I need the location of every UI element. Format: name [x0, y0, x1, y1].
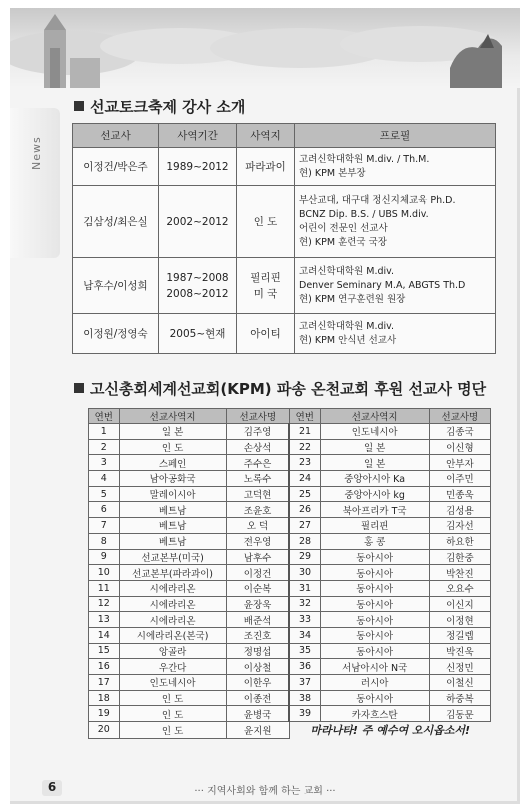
table-row	[89, 471, 491, 487]
table-row	[73, 314, 496, 354]
field-cell: 시에라리온	[119, 596, 226, 612]
name-cell: 김성용	[429, 502, 490, 518]
field-cell: 동아시아	[320, 643, 429, 659]
country-line: 파라과이	[245, 160, 286, 173]
table-row	[89, 486, 491, 502]
country-cell	[237, 258, 295, 314]
field-cell: 일 본	[119, 424, 226, 440]
no-cell: 2	[89, 439, 120, 455]
country-line: 필리핀	[250, 271, 281, 284]
name-cell: 윤병국	[226, 706, 289, 722]
field-cell: 인 도	[119, 439, 226, 455]
no-cell: 8	[89, 533, 120, 549]
country-line: 아이티	[250, 327, 281, 340]
field-cell: 인 도	[119, 690, 226, 706]
name-cell: 하요한	[429, 533, 490, 549]
table-row	[73, 258, 496, 314]
table-row	[89, 612, 491, 628]
name-cell: 노록수	[226, 471, 289, 487]
no-cell: 34	[289, 627, 320, 643]
field-cell: 스페인	[119, 455, 226, 471]
profile-cell	[295, 258, 496, 314]
no-cell: 28	[289, 533, 320, 549]
no-cell: 22	[289, 439, 320, 455]
no-cell: 7	[89, 518, 120, 534]
field-cell: 베트남	[119, 518, 226, 534]
table-row	[73, 148, 496, 186]
table-row	[89, 439, 491, 455]
col-header-no: 연번	[89, 409, 120, 424]
table-row	[89, 455, 491, 471]
profile-line: 부산교대, 대구대 정신지체교육 Ph.D.	[299, 194, 456, 206]
no-cell: 13	[89, 612, 120, 628]
profile-line: 어린이 전문인 선교사	[299, 222, 388, 234]
no-cell: 27	[289, 518, 320, 534]
field-cell: 동아시아	[320, 627, 429, 643]
profile-line: 고려신학대학원 M.div.	[299, 320, 395, 332]
missionary-name-cell: 남후수/이성희	[73, 258, 159, 314]
field-cell: 말레이시아	[119, 486, 226, 502]
field-cell: 북아프리카 T국	[320, 502, 429, 518]
lecturers-table	[72, 123, 496, 354]
profile-cell	[295, 186, 496, 258]
section2-title: 고신총회세계선교회(KPM) 파송 온천교회 후원 선교사 명단	[90, 380, 487, 398]
no-cell: 11	[89, 580, 120, 596]
col-header-field: 선교사역지	[320, 409, 429, 424]
field-cell: 선교본부(미국)	[119, 549, 226, 565]
page-number: 6	[42, 780, 62, 796]
field-cell: 중앙아시아 Ka	[320, 471, 429, 487]
name-cell: 박진욱	[429, 643, 490, 659]
name-cell: 이정현	[429, 612, 490, 628]
no-cell: 37	[289, 675, 320, 691]
field-cell: 인도네시아	[320, 424, 429, 440]
name-cell: 오요수	[429, 580, 490, 596]
table-row	[89, 424, 491, 440]
table-row	[89, 518, 491, 534]
name-cell: 조진호	[226, 627, 289, 643]
period-cell	[159, 186, 237, 258]
name-cell: 하중복	[429, 690, 490, 706]
no-cell: 30	[289, 565, 320, 581]
name-cell: 남후수	[226, 549, 289, 565]
field-cell: 시에라리온	[119, 612, 226, 628]
table-row	[89, 675, 491, 691]
name-cell: 전우영	[226, 533, 289, 549]
field-cell: 인도네시아	[119, 675, 226, 691]
col-header-country: 사역지	[237, 124, 295, 148]
no-cell: 38	[289, 690, 320, 706]
profile-line: 현) KPM 안식년 선교사	[299, 334, 397, 346]
no-cell: 24	[289, 471, 320, 487]
table-row	[73, 186, 496, 258]
no-cell: 12	[89, 596, 120, 612]
field-cell: 필리핀	[320, 518, 429, 534]
period-cell	[159, 148, 237, 186]
period-line: 2008~2012	[166, 287, 229, 300]
table-header-row	[73, 124, 496, 148]
name-cell: 이정건	[226, 565, 289, 581]
name-cell: 주수은	[226, 455, 289, 471]
country-cell	[237, 186, 295, 258]
field-cell: 중앙아시아 kg	[320, 486, 429, 502]
no-cell: 36	[289, 659, 320, 675]
field-cell: 선교본부(파라과이)	[119, 565, 226, 581]
country-line: 인 도	[253, 215, 278, 228]
no-cell: 33	[289, 612, 320, 628]
no-cell: 10	[89, 565, 120, 581]
col-header-period: 사역기간	[159, 124, 237, 148]
col-header-no: 연번	[289, 409, 320, 424]
name-cell: 김자선	[429, 518, 490, 534]
table-row	[89, 722, 491, 739]
field-cell: 동아시아	[320, 549, 429, 565]
name-cell: 김한중	[429, 549, 490, 565]
name-cell: 이철신	[429, 675, 490, 691]
no-cell: 14	[89, 627, 120, 643]
table-row	[89, 549, 491, 565]
no-cell: 6	[89, 502, 120, 518]
profile-line: BCNZ Dip. B.S. / UBS M.div.	[299, 208, 429, 220]
name-cell: 이종전	[226, 690, 289, 706]
name-cell: 신정민	[429, 659, 490, 675]
table-row	[89, 659, 491, 675]
field-cell: 인 도	[119, 706, 226, 722]
missionary-name-cell: 김삼성/최은실	[73, 186, 159, 258]
col-header-field: 선교사역지	[119, 409, 226, 424]
field-cell: 홍 콩	[320, 533, 429, 549]
name-cell: 이상철	[226, 659, 289, 675]
field-cell: 일 본	[320, 455, 429, 471]
name-cell: 배준석	[226, 612, 289, 628]
profile-cell	[295, 314, 496, 354]
table-row	[89, 596, 491, 612]
name-cell: 김주영	[226, 424, 289, 440]
profile-line: 고려신학대학원 M.div.	[299, 265, 395, 277]
period-cell	[159, 314, 237, 354]
square-bullet-icon	[74, 383, 84, 393]
name-cell: 이신형	[429, 439, 490, 455]
name-cell: 오 덕	[226, 518, 289, 534]
name-cell: 민종욱	[429, 486, 490, 502]
field-cell: 베트남	[119, 502, 226, 518]
name-cell: 이주민	[429, 471, 490, 487]
period-line: 2005~현재	[169, 327, 226, 340]
table-row	[89, 643, 491, 659]
table-row	[89, 706, 491, 722]
no-cell: 15	[89, 643, 120, 659]
section1-title: 선교토크축제 강사 소개	[90, 98, 246, 116]
profile-line: 현) KPM 훈련국 국장	[299, 236, 387, 248]
profile-line: 현) KPM 연구훈련원 원장	[299, 293, 406, 305]
field-cell: 동아시아	[320, 565, 429, 581]
field-cell: 서남아시아 N국	[320, 659, 429, 675]
col-header-name: 선교사명	[226, 409, 289, 424]
table-header-row	[89, 409, 491, 424]
no-cell: 16	[89, 659, 120, 675]
period-cell	[159, 258, 237, 314]
missionary-list-table	[88, 408, 491, 739]
closing-prayer: 마라나타! 주 예수여 오시옵소서!	[310, 724, 471, 738]
field-cell: 동아시아	[320, 596, 429, 612]
period-line: 2002~2012	[166, 215, 229, 228]
name-cell: 김동문	[429, 706, 490, 722]
field-cell: 남아공화국	[119, 471, 226, 487]
no-cell: 18	[89, 690, 120, 706]
field-cell: 러시아	[320, 675, 429, 691]
section2-heading	[74, 378, 486, 399]
country-cell	[237, 148, 295, 186]
profile-line: Denver Seminary M.A, ABGTS Th.D	[299, 279, 466, 291]
country-cell	[237, 314, 295, 354]
no-cell: 23	[289, 455, 320, 471]
col-header-name: 선교사명	[429, 409, 490, 424]
no-cell: 32	[289, 596, 320, 612]
header-banner	[10, 8, 520, 88]
name-cell: 정명섭	[226, 643, 289, 659]
cloud-skyline-illustration	[10, 8, 520, 88]
col-header-missionary: 선교사	[73, 124, 159, 148]
field-cell: 시에라리온	[119, 580, 226, 596]
name-cell: 조윤호	[226, 502, 289, 518]
missionary-name-cell: 이정원/정영숙	[73, 314, 159, 354]
table-row	[89, 627, 491, 643]
field-cell: 시에라리온(본국)	[119, 627, 226, 643]
field-cell: 동아시아	[320, 612, 429, 628]
news-tab-label: News	[30, 136, 43, 170]
no-cell: 19	[89, 706, 120, 722]
square-bullet-icon	[74, 101, 84, 111]
no-cell: 17	[89, 675, 120, 691]
no-cell: 39	[289, 706, 320, 722]
page	[10, 8, 520, 804]
name-cell: 고덕현	[226, 486, 289, 502]
country-line: 미 국	[253, 287, 278, 300]
table-row	[89, 580, 491, 596]
name-cell: 이순복	[226, 580, 289, 596]
profile-line: 현) KPM 본부장	[299, 167, 366, 179]
no-cell: 4	[89, 471, 120, 487]
no-cell: 21	[289, 424, 320, 440]
footer-slogan: ··· 지역사회와 함께 하는 교회 ···	[194, 786, 336, 797]
field-cell: 앙골라	[119, 643, 226, 659]
field-cell: 우간다	[119, 659, 226, 675]
section1-heading	[74, 96, 245, 117]
name-cell: 손상석	[226, 439, 289, 455]
table-row	[89, 533, 491, 549]
table-row	[89, 565, 491, 581]
no-cell: 29	[289, 549, 320, 565]
no-cell: 3	[89, 455, 120, 471]
name-cell: 이한우	[226, 675, 289, 691]
name-cell: 정길렙	[429, 627, 490, 643]
no-cell: 20	[89, 722, 120, 739]
name-cell: 안부자	[429, 455, 490, 471]
field-cell: 베트남	[119, 533, 226, 549]
no-cell: 31	[289, 580, 320, 596]
name-cell: 이신지	[429, 596, 490, 612]
table-row	[89, 690, 491, 706]
name-cell: 박찬진	[429, 565, 490, 581]
no-cell: 5	[89, 486, 120, 502]
field-cell: 동아시아	[320, 580, 429, 596]
field-cell: 카자흐스탄	[320, 706, 429, 722]
no-cell: 9	[89, 549, 120, 565]
no-cell: 1	[89, 424, 120, 440]
field-cell: 동아시아	[320, 690, 429, 706]
profile-cell	[295, 148, 496, 186]
page-footer	[10, 768, 520, 804]
period-line: 1989~2012	[166, 160, 229, 173]
no-cell: 26	[289, 502, 320, 518]
profile-line: 고려신학대학원 M.div. / Th.M.	[299, 153, 430, 165]
name-cell: 윤지원	[226, 722, 289, 739]
no-cell: 25	[289, 486, 320, 502]
col-header-profile: 프로필	[295, 124, 496, 148]
field-cell: 일 본	[320, 439, 429, 455]
field-cell: 인 도	[119, 722, 226, 739]
no-cell: 35	[289, 643, 320, 659]
period-line: 1987~2008	[166, 271, 229, 284]
missionary-name-cell: 이정건/박은주	[73, 148, 159, 186]
name-cell: 윤장욱	[226, 596, 289, 612]
table-row	[89, 502, 491, 518]
name-cell: 김종국	[429, 424, 490, 440]
